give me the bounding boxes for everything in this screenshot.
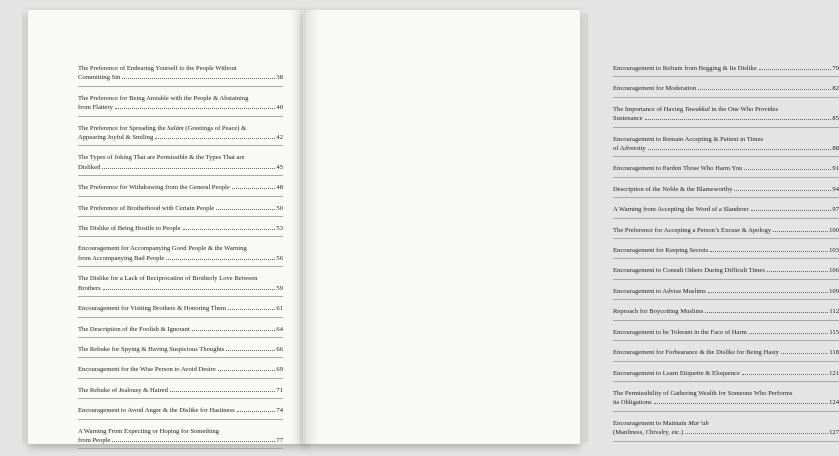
- toc-entry-title-line: The Dislike for a Lack of Reciprocation of Brotherly Love Between: [78, 275, 258, 283]
- toc-entry: [78, 94, 283, 117]
- toc-entry-last-line: [78, 254, 283, 263]
- dot-leader: [759, 64, 832, 70]
- page-number: 77: [276, 436, 283, 444]
- toc-entry-last-line: [78, 183, 283, 192]
- dot-leader: [710, 246, 828, 252]
- left-page: [28, 10, 308, 444]
- dot-leader: [166, 254, 275, 260]
- toc-entry-title-line: from Flattery: [78, 104, 113, 112]
- dot-leader: [685, 428, 828, 434]
- toc-entry-title-line: The Preference for Being Amiable with the People & Abstaining: [78, 94, 249, 102]
- toc-entry-last-line: [613, 185, 839, 194]
- page-number: 74: [276, 407, 283, 415]
- page-number: 112: [829, 308, 839, 316]
- toc-entry-last-line: [78, 103, 283, 112]
- toc-entry: [78, 244, 283, 267]
- toc-entry-title-line: Encouragement to Remain Accepting & Patient in Times: [613, 135, 763, 143]
- toc-entry-title-line: Encouragement to Pardon Those Who Harm You: [613, 165, 743, 173]
- dot-leader: [648, 144, 832, 150]
- toc-entry-title-line: The Rebuke of Jealousy & Hatred: [78, 386, 168, 394]
- toc-entry-last-line: [78, 345, 283, 354]
- page-number: 121: [829, 369, 839, 377]
- table-of-contents-left: [78, 64, 283, 456]
- page-number: 38: [276, 74, 283, 82]
- page-number: 66: [276, 345, 283, 353]
- page-number: 88: [832, 145, 839, 153]
- toc-entry: [613, 328, 839, 341]
- toc-entry-title-line: Encouragement to Refrain from Begging & Its Dislike: [613, 65, 757, 72]
- dot-leader: [645, 114, 832, 120]
- page-number: 59: [276, 284, 283, 292]
- page-number: 48: [276, 184, 283, 192]
- toc-entry-last-line: [78, 73, 283, 82]
- toc-entry-title-line: The Preference of Brotherhood with Certain People: [78, 204, 215, 212]
- page-number: 109: [829, 287, 839, 295]
- dot-leader: [115, 103, 275, 109]
- page-number: 53: [276, 225, 283, 233]
- toc-entry-title-line: Reproach for Boycotting Muslims: [613, 308, 704, 316]
- toc-entry-title-line: Encouragement for Forbearance & the Dislike for Being Hasty: [613, 349, 779, 357]
- toc-entry-last-line: [78, 365, 283, 374]
- toc-entry-last-line: [613, 144, 839, 153]
- toc-entry-last-line: [613, 64, 839, 73]
- toc-entry: [78, 274, 283, 297]
- dot-leader: [705, 307, 828, 313]
- dot-leader: [226, 345, 275, 351]
- dot-leader: [103, 284, 276, 290]
- page-number: 91: [832, 165, 839, 173]
- toc-entry: [613, 135, 839, 158]
- page-number: 40: [276, 104, 283, 112]
- toc-entry-title-line: The Preference of Endearing Yourself to the People Without: [78, 65, 237, 72]
- toc-entry-title-line: The Types of Joking That are Permissible & the Types That are: [78, 154, 245, 162]
- toc-entry-last-line: [613, 287, 839, 296]
- toc-entry-last-line: [613, 114, 839, 123]
- dot-leader: [654, 398, 828, 404]
- page-number: 85: [832, 115, 839, 123]
- toc-entry: [613, 64, 839, 77]
- toc-entry-last-line: [78, 325, 283, 334]
- toc-entry-last-line: [613, 226, 839, 235]
- toc-entry: [78, 427, 283, 450]
- dot-leader: [228, 304, 275, 310]
- page-number: 69: [276, 366, 283, 374]
- toc-entry-title-line: The Rebuke for Spying & Having Suspicious Thoughts: [78, 345, 225, 353]
- toc-entry-title-line: Encouragement to Avoid Anger & the Dislike for Hastiness: [78, 407, 235, 415]
- toc-entry-title-line: Brothers: [78, 284, 101, 292]
- toc-entry-last-line: [78, 284, 283, 293]
- toc-entry: [613, 226, 839, 239]
- toc-entry-last-line: [613, 428, 839, 437]
- page-number: 106: [829, 267, 839, 275]
- page-number: 56: [276, 254, 283, 262]
- dot-leader: [102, 163, 275, 169]
- toc-entry-last-line: [78, 163, 283, 172]
- toc-entry-title-line: Encouragement for Visiting Brothers & Honoring Them: [78, 305, 227, 313]
- toc-entry-title-line: The Description of the Foolish & Ignorant: [78, 325, 190, 333]
- page-number: 115: [829, 328, 839, 336]
- toc-entry-last-line: [613, 205, 839, 214]
- toc-entry: [78, 153, 283, 176]
- toc-entry-title-line: of Adversity: [613, 145, 646, 153]
- toc-entry-last-line: [78, 133, 283, 142]
- toc-entry-last-line: [78, 204, 283, 213]
- toc-entry: [78, 204, 283, 217]
- dot-leader: [781, 348, 828, 354]
- dot-leader: [170, 386, 276, 392]
- page-number: 79: [832, 65, 839, 72]
- toc-entry: [78, 406, 283, 419]
- toc-entry: [78, 64, 283, 87]
- toc-entry: [78, 345, 283, 358]
- toc-entry-title-line: its Obligations: [613, 399, 652, 407]
- toc-entry-title-line: The Importance of Having Tawakkul in the One Who Provides: [613, 105, 779, 113]
- toc-entry-last-line: [613, 328, 839, 337]
- dot-leader: [192, 325, 276, 331]
- toc-entry-last-line: [613, 307, 839, 316]
- toc-entry: [613, 266, 839, 279]
- toc-entry-title-line: Encouragement to Maintain Mar’ah: [613, 419, 709, 427]
- toc-entry: [78, 224, 283, 237]
- dot-leader: [218, 365, 276, 371]
- toc-entry-last-line: [78, 386, 283, 395]
- page-number: 97: [832, 206, 839, 214]
- dot-leader: [216, 204, 275, 210]
- dot-leader: [773, 226, 828, 232]
- page-number: 71: [276, 386, 283, 394]
- page-number: 64: [276, 325, 283, 333]
- toc-entry: [613, 389, 839, 412]
- dot-leader: [744, 164, 831, 170]
- page-number: 100: [829, 226, 839, 234]
- page-number: 82: [832, 85, 839, 93]
- page-number: 94: [832, 185, 839, 193]
- toc-entry-title-line: Encouragement for Accompanying Good People & the Warning: [78, 245, 247, 253]
- toc-entry: [613, 84, 839, 97]
- toc-entry-title-line: A Warning From Expecting or Hoping for Something: [78, 427, 219, 435]
- toc-entry-title-line: Description of the Noble & the Blameworthy: [613, 185, 733, 193]
- toc-entry-title-line: The Preference for Spreading the Salām (Greetings of Peace) &: [78, 124, 247, 132]
- toc-entry-title-line: Encouragement to Learn Etiquette & Eloquence: [613, 369, 740, 377]
- dot-leader: [734, 185, 831, 191]
- page-number: 127: [829, 429, 839, 437]
- toc-entry-title-line: The Permissibility of Gathering Wealth for Someone Who Performs: [613, 389, 793, 397]
- toc-entry-title-line: Committing Sin: [78, 74, 121, 82]
- dot-leader: [749, 328, 829, 334]
- toc-entry-last-line: [613, 348, 839, 357]
- open-book: [22, 10, 839, 444]
- toc-entry-last-line: [78, 304, 283, 313]
- page-number: 61: [276, 305, 283, 313]
- page-number: 45: [276, 163, 283, 171]
- toc-entry-last-line: [613, 246, 839, 255]
- toc-entry-title-line: (Manliness, Chivalry, etc.): [613, 429, 684, 437]
- toc-entry-title-line: Appearing Joyful & Smiling: [78, 134, 154, 142]
- toc-entry: [613, 246, 839, 259]
- toc-entry-title-line: The Preference for Accepting a Person’s Excuse & Apology: [613, 226, 772, 234]
- toc-entry-title-line: A Warning from Accepting the Word of a Slanderer: [613, 206, 749, 214]
- toc-entry-title-line: Disliked: [78, 163, 101, 171]
- toc-entry: [613, 348, 839, 361]
- toc-entry-title-line: The Dislike of Being Hostile to People: [78, 225, 181, 233]
- toc-entry-last-line: [613, 84, 839, 93]
- toc-entry: [613, 105, 839, 128]
- toc-entry: [613, 287, 839, 300]
- toc-entry: [78, 304, 283, 317]
- dot-leader: [112, 436, 275, 442]
- toc-entry-title-line: Sustenance: [613, 115, 643, 123]
- toc-entry-last-line: [78, 406, 283, 415]
- toc-entry: [613, 164, 839, 177]
- right-page: [303, 10, 839, 444]
- toc-entry-title-line: Encouragement to Consult Others During Difficult Times: [613, 267, 765, 275]
- toc-entry: [613, 419, 839, 442]
- table-of-contents-right: [613, 64, 839, 449]
- dot-leader: [742, 369, 828, 375]
- page-number: 118: [829, 349, 839, 357]
- dot-leader: [751, 205, 832, 211]
- toc-entry: [613, 307, 839, 320]
- dot-leader: [698, 84, 831, 90]
- page-number: 50: [276, 204, 283, 212]
- toc-entry: [613, 205, 839, 218]
- toc-entry-last-line: [78, 436, 283, 445]
- toc-entry-last-line: [613, 369, 839, 378]
- dot-leader: [708, 287, 828, 293]
- page-number: 42: [276, 134, 283, 142]
- toc-entry: [78, 124, 283, 147]
- toc-entry: [78, 386, 283, 399]
- toc-entry-title-line: Encouragement for Keeping Secrets: [613, 247, 709, 255]
- toc-entry-last-line: [613, 164, 839, 173]
- toc-entry-title-line: The Preference for Withdrawing from the General People: [78, 184, 230, 192]
- toc-entry-title-line: Encouragement to be Tolerant in the Face of Harm: [613, 328, 747, 336]
- toc-entry-title-line: from Accompanying Bad People: [78, 254, 165, 262]
- toc-entry: [613, 185, 839, 198]
- dot-leader: [237, 406, 276, 412]
- dot-leader: [183, 224, 276, 230]
- toc-entry-last-line: [613, 398, 839, 407]
- toc-entry-title-line: Encouragement to Advise Muslims: [613, 287, 706, 295]
- toc-entry: [78, 325, 283, 338]
- page-number: 124: [829, 399, 839, 407]
- toc-entry: [78, 183, 283, 196]
- dot-leader: [232, 183, 276, 189]
- toc-entry-last-line: [78, 224, 283, 233]
- toc-entry-title-line: Encouragement for Moderation: [613, 85, 697, 93]
- toc-entry-last-line: [613, 266, 839, 275]
- toc-entry: [78, 365, 283, 378]
- toc-entry: [613, 369, 839, 382]
- dot-leader: [122, 73, 275, 79]
- dot-leader: [155, 133, 275, 139]
- toc-entry-title-line: Encouragement for the Wise Person to Avoid Desire: [78, 366, 216, 374]
- dot-leader: [767, 266, 828, 272]
- page-number: 103: [829, 247, 839, 255]
- toc-entry-title-line: from People: [78, 436, 111, 444]
